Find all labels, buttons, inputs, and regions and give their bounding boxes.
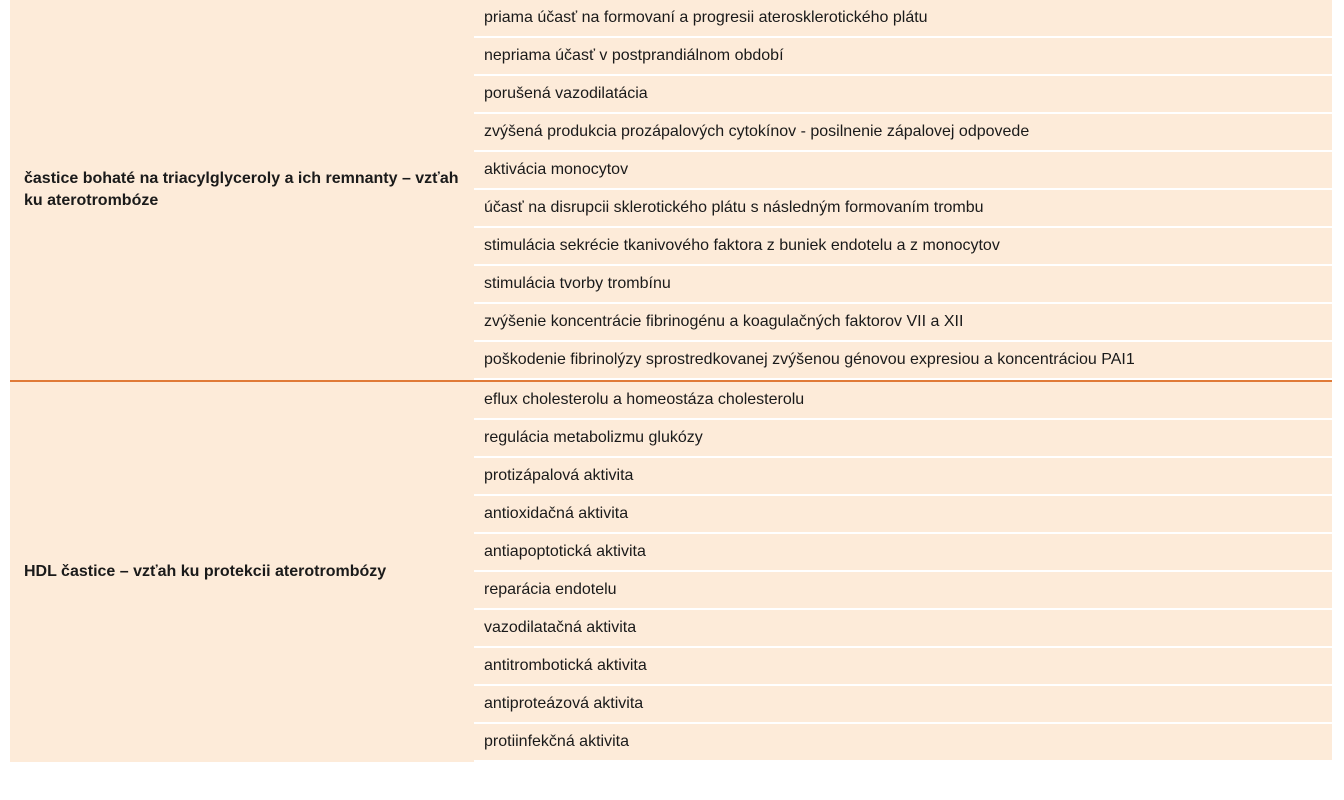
group-label: častice bohaté na triacylglyceroly a ich remnanty – vzťah ku aterotrombóze	[10, 0, 474, 380]
table-row: reparácia endotelu	[474, 572, 1332, 610]
table-row: antiapoptotická aktivita	[474, 534, 1332, 572]
table-row: priama účasť na formovaní a progresii aterosklerotického plátu	[474, 0, 1332, 38]
content-table	[10, 0, 1332, 762]
group-items	[474, 382, 1332, 762]
table-row: zvýšená produkcia prozápalových cytokínov - posilnenie zápalovej odpovede	[474, 114, 1332, 152]
table-row: zvýšenie koncentrácie fibrinogénu a koagulačných faktorov VII a XII	[474, 304, 1332, 342]
group-items	[474, 0, 1332, 380]
table-row: protizápalová aktivita	[474, 458, 1332, 496]
table-row: vazodilatačná aktivita	[474, 610, 1332, 648]
table-row: poškodenie fibrinolýzy sprostredkovanej zvýšenou génovou expresiou a koncentráciou PAI1	[474, 342, 1332, 380]
table-row: aktivácia monocytov	[474, 152, 1332, 190]
table-row: stimulácia tvorby trombínu	[474, 266, 1332, 304]
table-row: antitrombotická aktivita	[474, 648, 1332, 686]
table-row: protiinfekčná aktivita	[474, 724, 1332, 762]
table-row: účasť na disrupcii sklerotického plátu s následným formovaním trombu	[474, 190, 1332, 228]
table-row: porušená vazodilatácia	[474, 76, 1332, 114]
group-label: HDL častice – vzťah ku protekcii aterotrombózy	[10, 382, 474, 762]
table-row: antiproteázová aktivita	[474, 686, 1332, 724]
table-row: antioxidačná aktivita	[474, 496, 1332, 534]
table-row: eflux cholesterolu a homeostáza cholesterolu	[474, 382, 1332, 420]
table-row: nepriama účasť v postprandiálnom období	[474, 38, 1332, 76]
table-row: regulácia metabolizmu glukózy	[474, 420, 1332, 458]
table-group-triacylglycerols	[10, 0, 1332, 380]
table-group-hdl	[10, 382, 1332, 762]
table-row: stimulácia sekrécie tkanivového faktora z buniek endotelu a z monocytov	[474, 228, 1332, 266]
